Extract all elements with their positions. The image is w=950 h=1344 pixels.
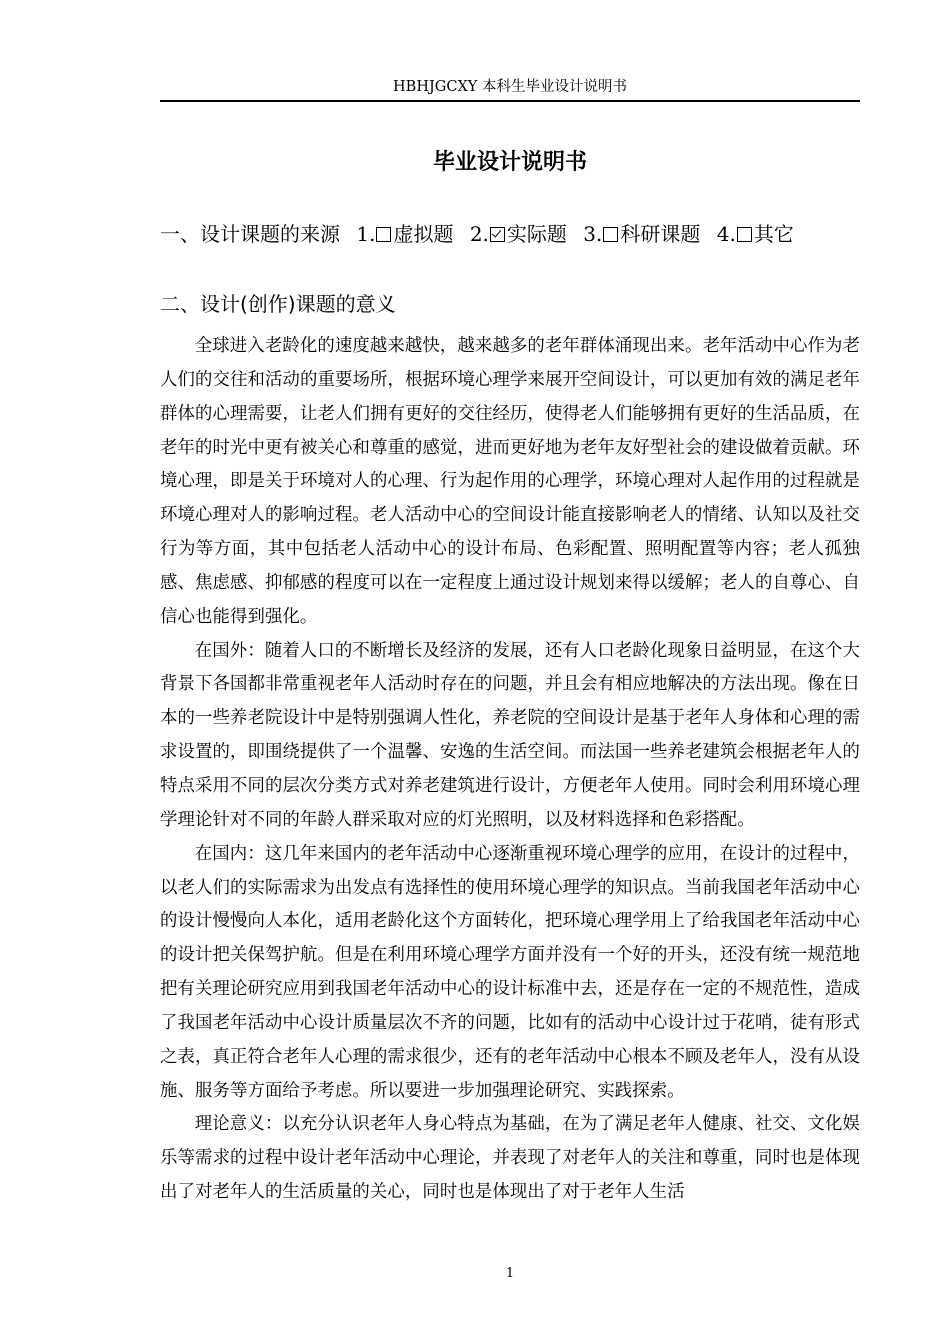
checkbox-unchecked-icon (603, 227, 618, 242)
page-number: 1 (505, 1266, 515, 1281)
section-topic-source (160, 217, 880, 251)
option-virtual (356, 222, 453, 246)
page-header: HBHJGCXY 本科生毕业设计说明书 (393, 79, 627, 95)
option-number: 4. (716, 222, 736, 246)
checkbox-unchecked-icon (737, 227, 752, 242)
paragraph-domestic: 在国内：这几年来国内的老年活动中心逐渐重视环境心理学的应用，在设计的过程中，以老人们的实际需求为出发点有选择性的使用环境心理学的知识点。当前我国老年活动中心的设计慢慢向人本化，适用老龄化这个方面转化，把环境心理学用上了给我国老年活动中心的设计把关保驾护航。但是在利用环境心理学方面并没有一个好的开头，还没有统一规范地把有关理论研究应用到我国老年活动中心的设计标准中去，还是存在一定的不规范性，造成了我国老年活动中心设计质量层次不齐的问题，比如有的活动中心设计过于花哨，徒有形式之表，真正符合老年人心理的需求很少，还有的老年活动中心根本不顾及老年人，没有从设施、服务等方面给予考虑。所以要进一步加强理论研究、实践探索。 (160, 843, 860, 1101)
option-other (717, 222, 794, 246)
checkbox-unchecked-icon (376, 227, 391, 242)
paragraph-intro: 全球进入老龄化的速度越来越快，越来越多的老年群体涌现出来。老年活动中心作为老人们的交往和活动的重要场所，根据环境心理学来展开空间设计，可以更加有效的满足老年群体的心理需要，让老人们拥有更好的交往经历，使得老人们能够拥有更好的生活品质，在老年的时光中更有被关心和尊重的感觉，进而更好地为老年友好型社会的建设做着贡献。环境心理，即是关于环境对人的心理、行为起作用的心理学，环境心理对人起作用的过程就是环境心理对人的影响过程。老人活动中心的空间设计能直接影响老人的情绪、认知以及社交行为等方面，其中包括老人活动中心的设计布局、色彩配置、照明配置等内容；老人孤独感、焦虑感、抑郁感的程度可以在一定程度上通过设计规划来得以缓解；老人的自尊心、自信心也能得到强化。 (160, 336, 860, 627)
section-heading-significance: 二、设计(创作)课题的意义 (160, 292, 396, 316)
document-title: 毕业设计说明书 (432, 150, 587, 175)
paragraph-theory: 理论意义：以充分认识老年人身心特点为基础，在为了满足老年人健康、社交、文化娱乐等需求的过程中设计老年活动中心理论，并表现了对老年人的关注和尊重，同时也是体现出了对老年人的生活质量的关心，同时也是体现出了对于老年人生活 (160, 1114, 860, 1203)
option-number: 1. (356, 222, 376, 246)
body-text (160, 330, 860, 1210)
option-label: 科研课题 (620, 222, 701, 246)
option-number: 2. (469, 222, 489, 246)
header-divider (160, 100, 860, 102)
option-research (583, 222, 700, 246)
option-label: 其它 (753, 222, 794, 246)
paragraph-abroad: 在国外：随着人口的不断增长及经济的发展，还有人口老龄化现象日益明显，在这个大背景下各国都非常重视老年人活动时存在的问题，并且会有相应地解决的方法出现。像在日本的一些养老院设计中是特别强调人性化，养老院的空间设计是基于老年人身体和心理的需求设置的，即围绕提供了一个温馨、安逸的生活空间。而法国一些养老建筑会根据老年人的特点采用不同的层次分类方式对养老建筑进行设计，方便老年人使用。同时会利用环境心理学理论针对不同的年龄人群采取对应的灯光照明，以及材料选择和色彩搭配。 (160, 640, 860, 830)
option-actual (470, 222, 567, 246)
option-label: 虚拟题 (393, 222, 454, 246)
option-label: 实际题 (506, 222, 567, 246)
section-heading: 一、设计课题的来源 (160, 222, 340, 246)
checkbox-checked-icon (490, 227, 505, 242)
option-number: 3. (583, 222, 603, 246)
